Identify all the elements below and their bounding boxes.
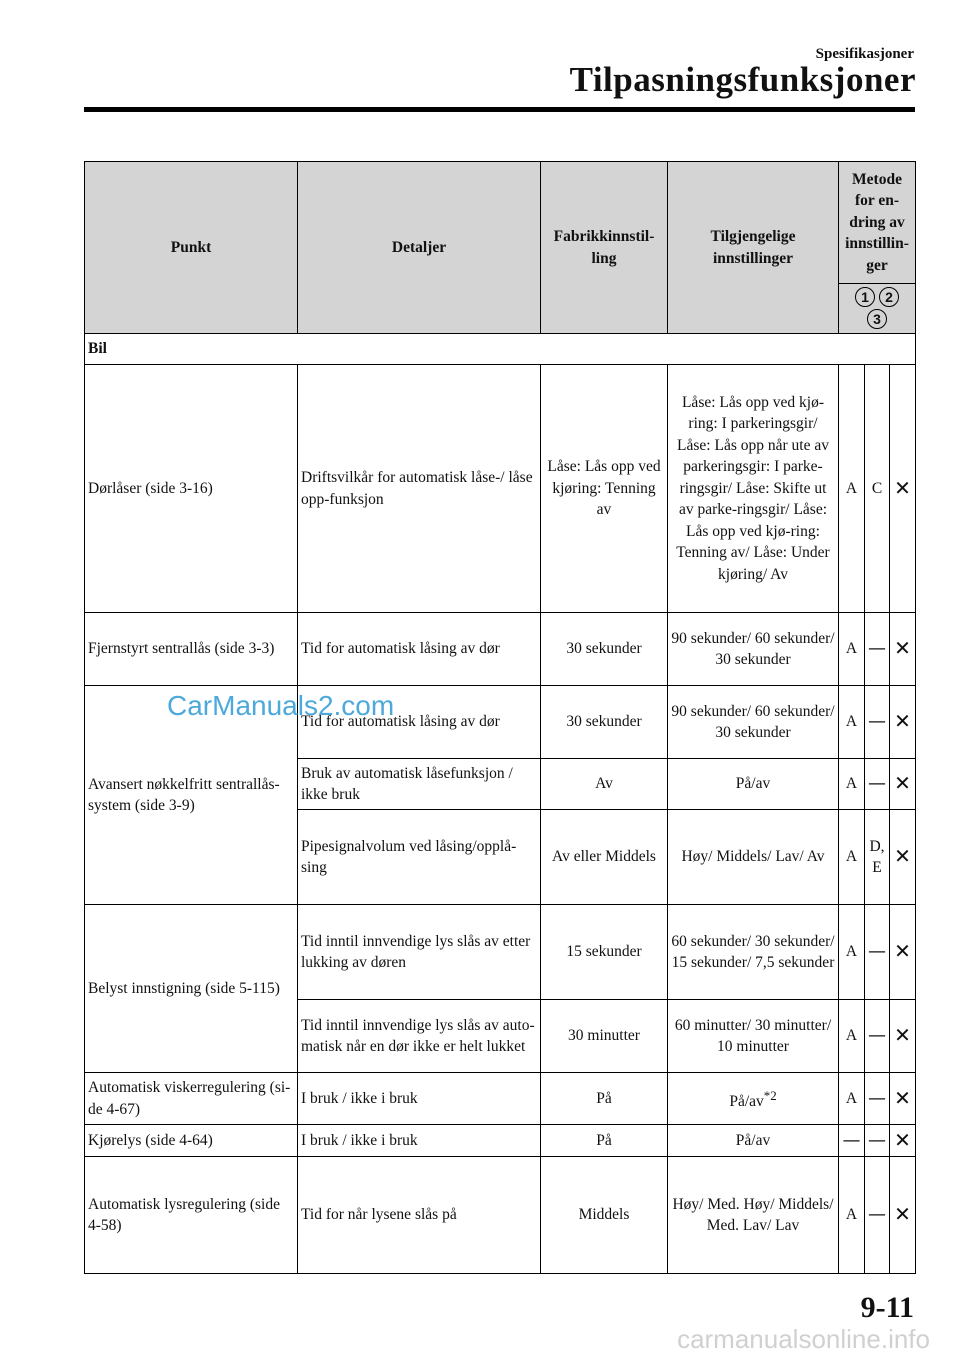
cell-detalj: Tid for automatisk låsing av dør — [298, 686, 541, 759]
section-row-bil: Bil — [85, 334, 916, 365]
table-row — [85, 1073, 916, 1125]
cell-detalj: Driftsvilkår for automatisk låse-/ låse opp-funksjon — [298, 365, 541, 613]
table-row — [85, 1157, 916, 1274]
cell-detalj: Bruk av automatisk låsefunksjon / ikke bruk — [298, 759, 541, 810]
cell-detalj: Tid for når lysene slås på — [298, 1157, 541, 1274]
cell-tilgjengelig: På/av — [668, 759, 839, 810]
cell-fabrikk: 30 sekunder — [541, 613, 668, 686]
cell-tilgjengelig: Høy/ Med. Høy/ Middels/ Med. Lav/ Lav — [668, 1157, 839, 1274]
cell-detalj: Tid inntil innvendige lys slås av auto-matisk når en dør ikke er helt lukket — [298, 1000, 541, 1073]
cell-punkt: Kjørelys (side 4-64) — [85, 1125, 298, 1157]
footer-watermark: carmanualsonline.info — [677, 1324, 930, 1354]
title-rule — [84, 107, 915, 112]
cell-method-3: ✕ — [890, 905, 916, 1000]
cell-fabrikk: 15 sekunder — [541, 905, 668, 1000]
cell-method-3: ✕ — [890, 1125, 916, 1157]
cell-method-2: — — [865, 759, 890, 810]
cell-detalj: Tid for automatisk låsing av dør — [298, 613, 541, 686]
cell-tilgjengelig: 90 sekunder/ 60 sekunder/ 30 sekunder — [668, 686, 839, 759]
cell-method-1: A — [839, 759, 865, 810]
cell-method-2: — — [865, 1157, 890, 1274]
cell-tilgjengelig: 60 sekunder/ 30 sekunder/ 15 sekunder/ 7,5 sekunder — [668, 905, 839, 1000]
method-1-badge: 1 — [855, 287, 875, 307]
header-detaljer: Detaljer — [298, 162, 541, 334]
cell-tilgjengelig: Høy/ Middels/ Lav/ Av — [668, 810, 839, 905]
header-metode: Metode for en-dring av innstillin-ger — [839, 162, 916, 284]
cell-punkt: Automatisk lysregulering (side 4-58) — [85, 1157, 298, 1274]
cell-method-3: ✕ — [890, 810, 916, 905]
cell-method-1: A — [839, 686, 865, 759]
cell-method-3: ✕ — [890, 686, 916, 759]
cell-punkt: Automatisk viskerregulering (si-de 4-67) — [85, 1073, 298, 1125]
cell-method-2: — — [865, 1073, 890, 1125]
page-number: 9-11 — [860, 1291, 914, 1324]
cell-fabrikk: Av eller Middels — [541, 810, 668, 905]
cell-method-2: — — [865, 686, 890, 759]
cell-method-3: ✕ — [890, 1073, 916, 1125]
cell-tilgjengelig: På/av — [668, 1125, 839, 1157]
cell-method-2: — — [865, 905, 890, 1000]
header-fabrikk: Fabrikkinnstil-ling — [541, 162, 668, 334]
cell-method-3: ✕ — [890, 1000, 916, 1073]
tilgjengelig-text: På/av — [729, 1092, 764, 1110]
cell-method-1: A — [839, 905, 865, 1000]
table-row — [85, 905, 916, 1000]
cell-method-1: A — [839, 1157, 865, 1274]
cell-method-2: — — [865, 613, 890, 686]
cell-detalj: I bruk / ikke i bruk — [298, 1073, 541, 1125]
cell-punkt: Dørlåser (side 3-16) — [85, 365, 298, 613]
method-2-badge: 2 — [879, 287, 899, 307]
cell-method-3: ✕ — [890, 365, 916, 613]
cell-tilgjengelig: Låse: Lås opp ved kjø-ring: I parkeringsgir/ Låse: Lås opp når ute av parkeringsgir: I parke-ringsgir/ Låse: Skifte ut av parke-ringsgir/ Låse: Lås opp ved kjø-ring: Tenning av/ Låse: Under kjøring/ Av — [668, 365, 839, 613]
footnote-ref: *2 — [763, 1087, 777, 1103]
cell-method-1: A — [839, 1073, 865, 1125]
cell-fabrikk: Middels — [541, 1157, 668, 1274]
header-tilgjengelige: Tilgjengelige innstillinger — [668, 162, 839, 334]
header-method-numbers — [839, 284, 916, 334]
cell-method-3: ✕ — [890, 613, 916, 686]
table-row — [85, 365, 916, 613]
cell-punkt: Fjernstyrt sentrallås (side 3-3) — [85, 613, 298, 686]
cell-tilgjengelig: 90 sekunder/ 60 sekunder/ 30 sekunder — [668, 613, 839, 686]
page-title: Tilpasningsfunksjoner — [569, 60, 916, 99]
cell-tilgjengelig: 60 minutter/ 30 minutter/ 10 minutter — [668, 1000, 839, 1073]
cell-tilgjengelig — [668, 1073, 839, 1125]
cell-method-1: A — [839, 613, 865, 686]
cell-punkt: Avansert nøkkelfritt sentrallås-system (side 3-9) — [85, 686, 298, 905]
cell-method-2: C — [865, 365, 890, 613]
cell-fabrikk: 30 minutter — [541, 1000, 668, 1073]
cell-method-1: A — [839, 365, 865, 613]
cell-detalj: Tid inntil innvendige lys slås av etter lukking av døren — [298, 905, 541, 1000]
cell-method-1: A — [839, 810, 865, 905]
cell-fabrikk: 30 sekunder — [541, 686, 668, 759]
cell-method-2: — — [865, 1125, 890, 1157]
section-label: Spesifikasjoner — [815, 46, 914, 62]
cell-detalj: I bruk / ikke i bruk — [298, 1125, 541, 1157]
cell-punkt: Belyst innstigning (side 5-115) — [85, 905, 298, 1073]
method-3-badge: 3 — [867, 309, 887, 329]
cell-method-3: ✕ — [890, 759, 916, 810]
cell-fabrikk: Av — [541, 759, 668, 810]
table-row — [85, 613, 916, 686]
watermark-logo: CarManuals2.com — [167, 690, 395, 721]
header-punkt: Punkt — [85, 162, 298, 334]
cell-fabrikk: Låse: Lås opp ved kjøring: Tenning av — [541, 365, 668, 613]
cell-method-2: D, E — [865, 810, 890, 905]
table-row — [85, 1125, 916, 1157]
cell-detalj: Pipesignalvolum ved låsing/opplå-sing — [298, 810, 541, 905]
cell-method-1: — — [839, 1125, 865, 1157]
cell-method-2: — — [865, 1000, 890, 1073]
cell-fabrikk: På — [541, 1125, 668, 1157]
cell-method-3: ✕ — [890, 1157, 916, 1274]
cell-method-1: A — [839, 1000, 865, 1073]
cell-fabrikk: På — [541, 1073, 668, 1125]
